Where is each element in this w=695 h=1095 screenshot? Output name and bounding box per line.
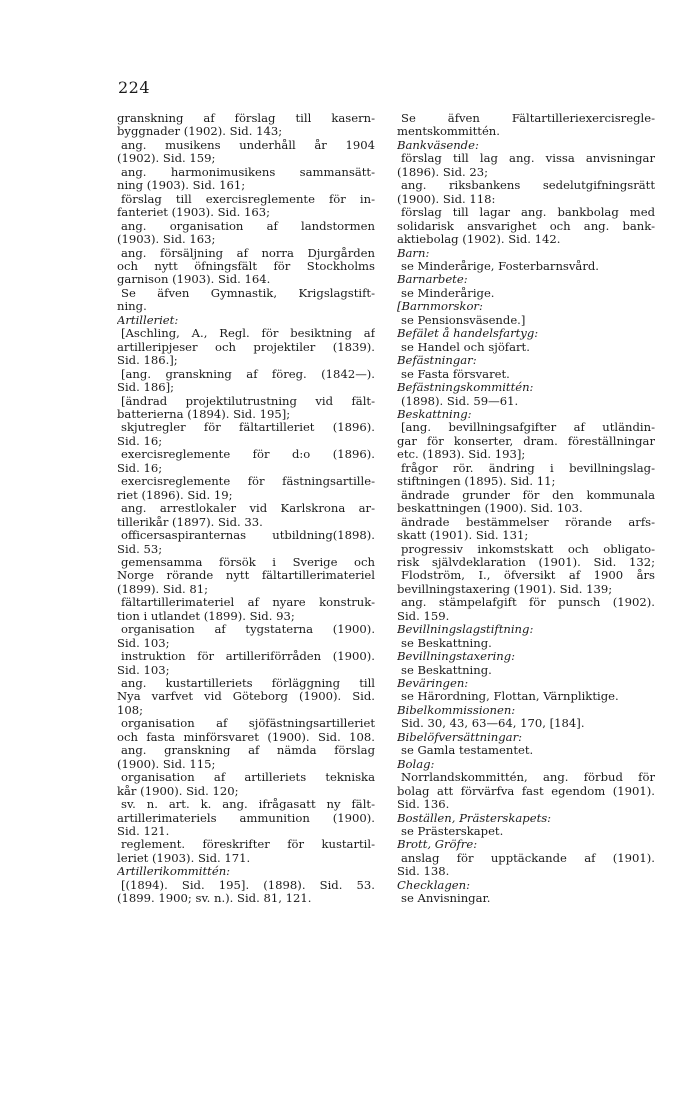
index-heading: Bibelöfversättningar: xyxy=(397,730,523,744)
index-heading: Bevillningstaxering: xyxy=(397,650,516,664)
index-entry-line: och nytt öfningsfält för Stockholms xyxy=(117,259,375,273)
index-entry-line: ang. riksbankens sedelutgifningsrätt xyxy=(401,179,655,193)
index-entry-line: Norge rörande nytt fältartillerimateriel xyxy=(117,569,375,583)
index-heading: Barn: xyxy=(397,246,430,260)
index-entry-line: granskning af förslag till kasern- xyxy=(117,112,375,125)
left-column xyxy=(117,112,375,906)
index-entry-line: organisation af tygstaterna (1900). xyxy=(121,623,375,637)
index-entry-line: frågor rör. ändring i bevillningslag- xyxy=(401,461,655,475)
index-entry-line: garnison (1903). Sid. 164. xyxy=(117,273,271,287)
page-number: 224 xyxy=(118,78,151,97)
index-entry-line: skjutregler för fältartilleriet (1896). xyxy=(121,421,375,435)
index-entry-line: och fasta minförsvaret (1900). Sid. 108. xyxy=(117,730,375,744)
index-entry-line: tion i utlandet (1899). Sid. 93; xyxy=(117,609,295,623)
index-entry-line: reglement. föreskrifter för kustartil- xyxy=(121,838,375,852)
index-entry-line: (1903). Sid. 163; xyxy=(117,233,216,247)
index-entry-line: ang. arrestlokaler vid Karlskrona ar- xyxy=(121,502,375,516)
index-entry-line: [Aschling, A., Regl. för besiktning af xyxy=(121,327,375,341)
index-heading: Boställen, Prästerskapets: xyxy=(397,811,552,825)
index-entry-line: (1899. 1900; sv. n.). Sid. 81, 121. xyxy=(117,892,312,906)
index-entry-line: gemensamma försök i Sverige och xyxy=(121,555,375,569)
index-entry-line: [(1894). Sid. 195]. (1898). Sid. 53. xyxy=(121,878,375,892)
index-entry-line: byggnader (1902). Sid. 143; xyxy=(117,125,283,139)
index-entry-line: ang. musikens underhåll år 1904 xyxy=(121,138,375,152)
index-entry-line: se Gamla testamentet. xyxy=(401,744,534,758)
index-entry-line: se Prästerskapet. xyxy=(401,825,504,839)
index-entry-line: risk självdeklaration (1901). Sid. 132; xyxy=(397,555,655,569)
index-entry-line: (1898). Sid. 59—61. xyxy=(401,394,519,408)
index-heading: Beskattning: xyxy=(397,407,472,421)
index-entry-line: artillerimateriels ammunition (1900). xyxy=(117,811,375,825)
index-entry-line: Se äfven Gymnastik, Krigslagstift- xyxy=(121,286,375,300)
index-entry-line: [ang. granskning af föreg. (1842—). xyxy=(121,367,375,381)
index-entry-line: ändrade bestämmelser rörande arfs- xyxy=(401,515,655,529)
index-entry-line: ning. xyxy=(117,300,147,314)
index-entry-line: Sid. 103; xyxy=(117,636,170,650)
index-heading: [Barnmorskor: xyxy=(397,300,483,314)
index-entry-line: Flodström, I., öfversikt af 1900 års xyxy=(401,569,655,583)
index-entry-line: artilleripjeser och projektiler (1839). xyxy=(117,340,375,354)
index-heading: Bibelkommissionen: xyxy=(397,703,516,717)
index-entry-line: batterierna (1894). Sid. 195]; xyxy=(117,407,291,421)
index-entry-line: ang. stämpelafgift för punsch (1902). xyxy=(401,596,655,610)
index-entry-line: skatt (1901). Sid. 131; xyxy=(397,529,529,543)
index-entry-line: instruktion för artilleriförråden (1900). xyxy=(121,650,375,664)
index-entry-line: Sid. 103; xyxy=(117,663,170,677)
index-entry-line: beskattningen (1900). Sid. 103. xyxy=(397,502,583,516)
index-heading: Befästningar: xyxy=(397,354,477,368)
index-entry-line: fältartillerimateriel af nyare konstruk- xyxy=(121,596,375,610)
index-entry-line: se Minderårige. xyxy=(401,286,495,300)
index-entry-line: Sid. 138. xyxy=(397,865,450,879)
index-entry-line: organisation af sjöfästningsartilleriet xyxy=(121,717,375,731)
index-entry-line: progressiv inkomstskatt och obligato- xyxy=(401,542,655,556)
index-entry-line: sv. n. art. k. ang. ifrågasatt ny fält- xyxy=(121,798,375,812)
index-entry-line: exercisreglemente för d:o (1896). xyxy=(121,448,375,462)
index-entry-line: bolag att förvärfva fast egendom (1901). xyxy=(397,784,655,798)
index-heading: Befälet å handelsfartyg: xyxy=(397,327,539,341)
index-entry-line: [ang. bevillningsafgifter af utländin- xyxy=(401,421,655,435)
right-column xyxy=(397,112,655,906)
index-entry-line: ning (1903). Sid. 161; xyxy=(117,179,246,193)
index-entry-line: solidarisk ansvarighet och ang. bank- xyxy=(397,219,655,233)
index-entry-line: se Härordning, Flottan, Värnpliktige. xyxy=(401,690,619,704)
index-entry-line: se Beskattning. xyxy=(401,636,492,650)
index-heading: Beväringen: xyxy=(397,677,469,691)
index-entry-line: Sid. 30, 43, 63—64, 170, [184]. xyxy=(401,717,585,731)
index-entry-line: [ändrad projektilutrustning vid fält- xyxy=(121,394,375,408)
index-entry-line: kår (1900). Sid. 120; xyxy=(117,784,239,798)
index-entry-line: förslag till lagar ang. bankbolag med xyxy=(401,206,655,220)
index-entry-line: Sid. 186]; xyxy=(117,381,175,395)
index-entry-line: aktiebolag (1902). Sid. 142. xyxy=(397,233,561,247)
index-entry-line: se Fasta försvaret. xyxy=(401,367,510,381)
index-entry-line: Se äfven Fältartilleriexercisregle- xyxy=(401,112,655,125)
index-entry-line: Norrlandskommittén, ang. förbud för xyxy=(401,771,655,785)
index-entry-line: tillerikår (1897). Sid. 33. xyxy=(117,515,263,529)
index-entry-line: förslag till exercisreglemente för in- xyxy=(121,192,375,206)
index-entry-line: (1899). Sid. 81; xyxy=(117,582,209,596)
index-entry-line: se Anvisningar. xyxy=(401,892,491,906)
index-entry-line: stiftningen (1895). Sid. 11; xyxy=(397,475,556,489)
index-heading: Bevillningslagstiftning: xyxy=(397,623,534,637)
index-heading: Bolag: xyxy=(397,757,435,771)
index-heading: Artilleriet: xyxy=(117,313,179,327)
index-entry-line: gar för konserter, dram. föreställningar xyxy=(397,434,655,448)
index-entry-line: se Beskattning. xyxy=(401,663,492,677)
index-entry-line: mentskommittén. xyxy=(397,125,500,139)
index-entry-line: fanteriet (1903). Sid. 163; xyxy=(117,206,271,220)
index-entry-line: ang. granskning af nämda förslag xyxy=(121,744,375,758)
index-entry-line: förslag till lag ang. vissa anvisningar xyxy=(401,152,655,166)
index-entry-line: (1902). Sid. 159; xyxy=(117,152,216,166)
index-entry-line: leriet (1903). Sid. 171. xyxy=(117,851,251,865)
index-entry-line: Sid. 186.]; xyxy=(117,354,178,368)
index-entry-line: ang. organisation af landstormen xyxy=(121,219,375,233)
index-entry-line: officersaspiranternas utbildning(1898). xyxy=(121,529,375,543)
index-entry-line: etc. (1893). Sid. 193]; xyxy=(397,448,526,462)
index-entry-line: riet (1896). Sid. 19; xyxy=(117,488,233,502)
index-entry-line: Sid. 53; xyxy=(117,542,163,556)
index-entry-line: Sid. 16; xyxy=(117,461,163,475)
index-heading: Brott, Gröfre: xyxy=(397,838,478,852)
index-entry-line: se Minderårige, Fosterbarnsvård. xyxy=(401,259,599,273)
index-heading: Bankväsende: xyxy=(397,138,479,152)
index-entry-line: ang. harmonimusikens sammansätt- xyxy=(121,165,375,179)
index-entry-line: Sid. 159. xyxy=(397,609,450,623)
index-entry-line: Sid. 16; xyxy=(117,434,163,448)
index-entry-line: anslag för upptäckande af (1901). xyxy=(401,851,655,865)
index-entry-line: Sid. 121. xyxy=(117,825,170,839)
index-entry-line: se Pensionsväsende.] xyxy=(401,313,526,327)
index-heading: Artillerikommittén: xyxy=(117,865,231,879)
index-entry-line: se Handel och sjöfart. xyxy=(401,340,530,354)
index-entry-line: ang. försäljning af norra Djurgården xyxy=(121,246,375,260)
index-entry-line: (1896). Sid. 23; xyxy=(397,165,489,179)
index-entry-line: organisation af artilleriets tekniska xyxy=(121,771,375,785)
index-entry-line: Nya varfvet vid Göteborg (1900). Sid. xyxy=(117,690,375,704)
index-entry-line: 108; xyxy=(117,703,144,717)
index-heading: Barnarbete: xyxy=(397,273,468,287)
index-entry-line: (1900). Sid. 115; xyxy=(117,757,216,771)
index-entry-line: Sid. 136. xyxy=(397,798,450,812)
index-entry-line: (1900). Sid. 118: xyxy=(397,192,496,206)
index-heading: Befästningskommittén: xyxy=(397,381,534,395)
index-entry-line: exercisreglemente för fästningsartille- xyxy=(121,475,375,489)
index-entry-line: ändrade grunder för den kommunala xyxy=(401,488,655,502)
index-heading: Checklagen: xyxy=(397,878,470,892)
index-entry-line: ang. kustartilleriets förläggning till xyxy=(121,677,375,691)
index-entry-line: bevillningstaxering (1901). Sid. 139; xyxy=(397,582,613,596)
